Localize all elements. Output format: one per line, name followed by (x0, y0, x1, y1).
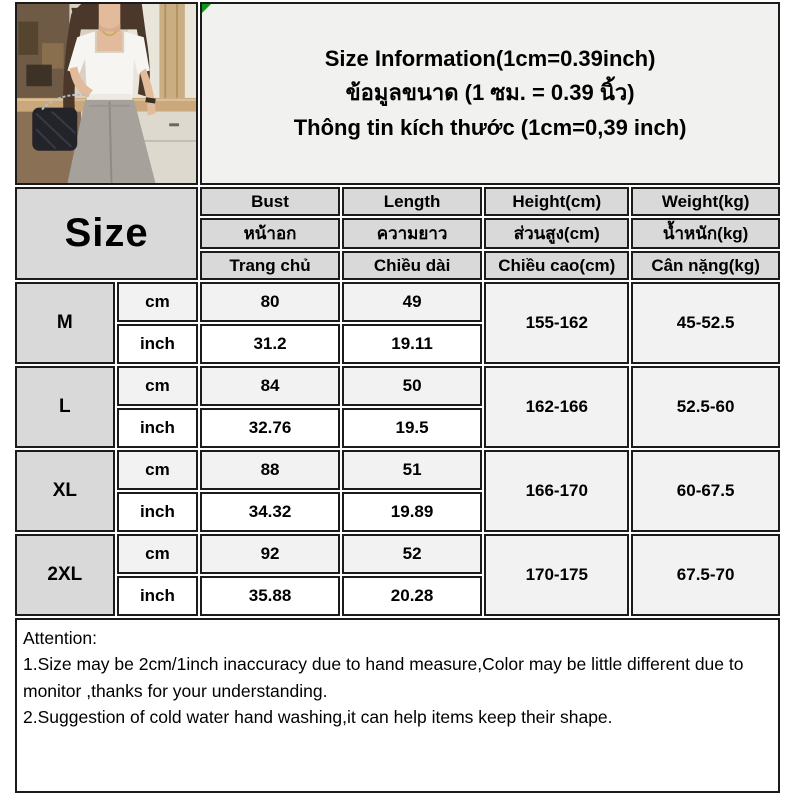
2xl-length-inch: 20.28 (342, 576, 482, 616)
table-row (15, 534, 780, 574)
unit-cm-label: cm (117, 534, 199, 574)
title-vietnamese: Thông tin kích thước (1cm=0,39 inch) (293, 114, 687, 140)
product-photo (15, 2, 198, 185)
xl-height: 166-170 (484, 450, 629, 532)
header-weight-vi: Cân nặng(kg) (631, 251, 780, 280)
m-length-cm: 49 (342, 282, 482, 322)
title-thai: ข้อมูลขนาด (1 ซม. = 0.39 นิ้ว) (345, 80, 635, 106)
attention-item-1: 1.Size may be 2cm/1inch inaccuracy due to hand measure,Color may be little different due to monitor ,thanks for your understanding. (23, 654, 744, 701)
unit-cm-label: cm (117, 450, 199, 490)
unit-inch-label: inch (117, 324, 199, 364)
unit-inch-label: inch (117, 492, 199, 532)
title-english: Size Information(1cm=0.39inch) (324, 46, 656, 72)
table-row (15, 282, 780, 322)
attention-note (15, 618, 780, 793)
l-bust-inch: 32.76 (200, 408, 340, 448)
l-bust-cm: 84 (200, 366, 340, 406)
size-column-header: Size (15, 187, 198, 280)
unit-cm-label: cm (117, 282, 199, 322)
green-corner-icon (201, 3, 212, 14)
header-weight-th: น้ำหนัก(kg) (631, 218, 780, 249)
2xl-bust-inch: 35.88 (200, 576, 340, 616)
size-table (13, 0, 782, 795)
size-chart-card (13, 0, 782, 795)
l-weight: 52.5-60 (631, 366, 780, 448)
size-2xl-label: 2XL (15, 534, 115, 616)
table-row (15, 366, 780, 406)
m-bust-inch: 31.2 (200, 324, 340, 364)
attention-heading: Attention: (23, 628, 97, 648)
m-bust-cm: 80 (200, 282, 340, 322)
m-length-inch: 19.11 (342, 324, 482, 364)
xl-bust-cm: 88 (200, 450, 340, 490)
unit-inch-label: inch (117, 576, 199, 616)
header-bust-vi: Trang chủ (200, 251, 340, 280)
xl-bust-inch: 34.32 (200, 492, 340, 532)
l-length-inch: 19.5 (342, 408, 482, 448)
header-length-en: Length (342, 187, 482, 216)
xl-length-cm: 51 (342, 450, 482, 490)
title-block (200, 2, 780, 185)
m-height: 155-162 (484, 282, 629, 364)
2xl-bust-cm: 92 (200, 534, 340, 574)
header-bust-en: Bust (200, 187, 340, 216)
unit-cm-label: cm (117, 366, 199, 406)
size-l-label: L (15, 366, 115, 448)
l-height: 162-166 (484, 366, 629, 448)
2xl-weight: 67.5-70 (631, 534, 780, 616)
size-m-label: M (15, 282, 115, 364)
header-length-th: ความยาว (342, 218, 482, 249)
header-bust-th: หน้าอก (200, 218, 340, 249)
header-height-en: Height(cm) (484, 187, 629, 216)
2xl-length-cm: 52 (342, 534, 482, 574)
2xl-height: 170-175 (484, 534, 629, 616)
header-height-vi: Chiều cao(cm) (484, 251, 629, 280)
model-photo-illustration (17, 4, 196, 183)
l-length-cm: 50 (342, 366, 482, 406)
m-weight: 45-52.5 (631, 282, 780, 364)
xl-length-inch: 19.89 (342, 492, 482, 532)
xl-weight: 60-67.5 (631, 450, 780, 532)
attention-item-2: 2.Suggestion of cold water hand washing,it can help items keep their shape. (23, 706, 613, 727)
header-height-th: ส่วนสูง(cm) (484, 218, 629, 249)
size-xl-label: XL (15, 450, 115, 532)
header-weight-en: Weight(kg) (631, 187, 780, 216)
header-length-vi: Chiều dài (342, 251, 482, 280)
table-row (15, 450, 780, 490)
unit-inch-label: inch (117, 408, 199, 448)
